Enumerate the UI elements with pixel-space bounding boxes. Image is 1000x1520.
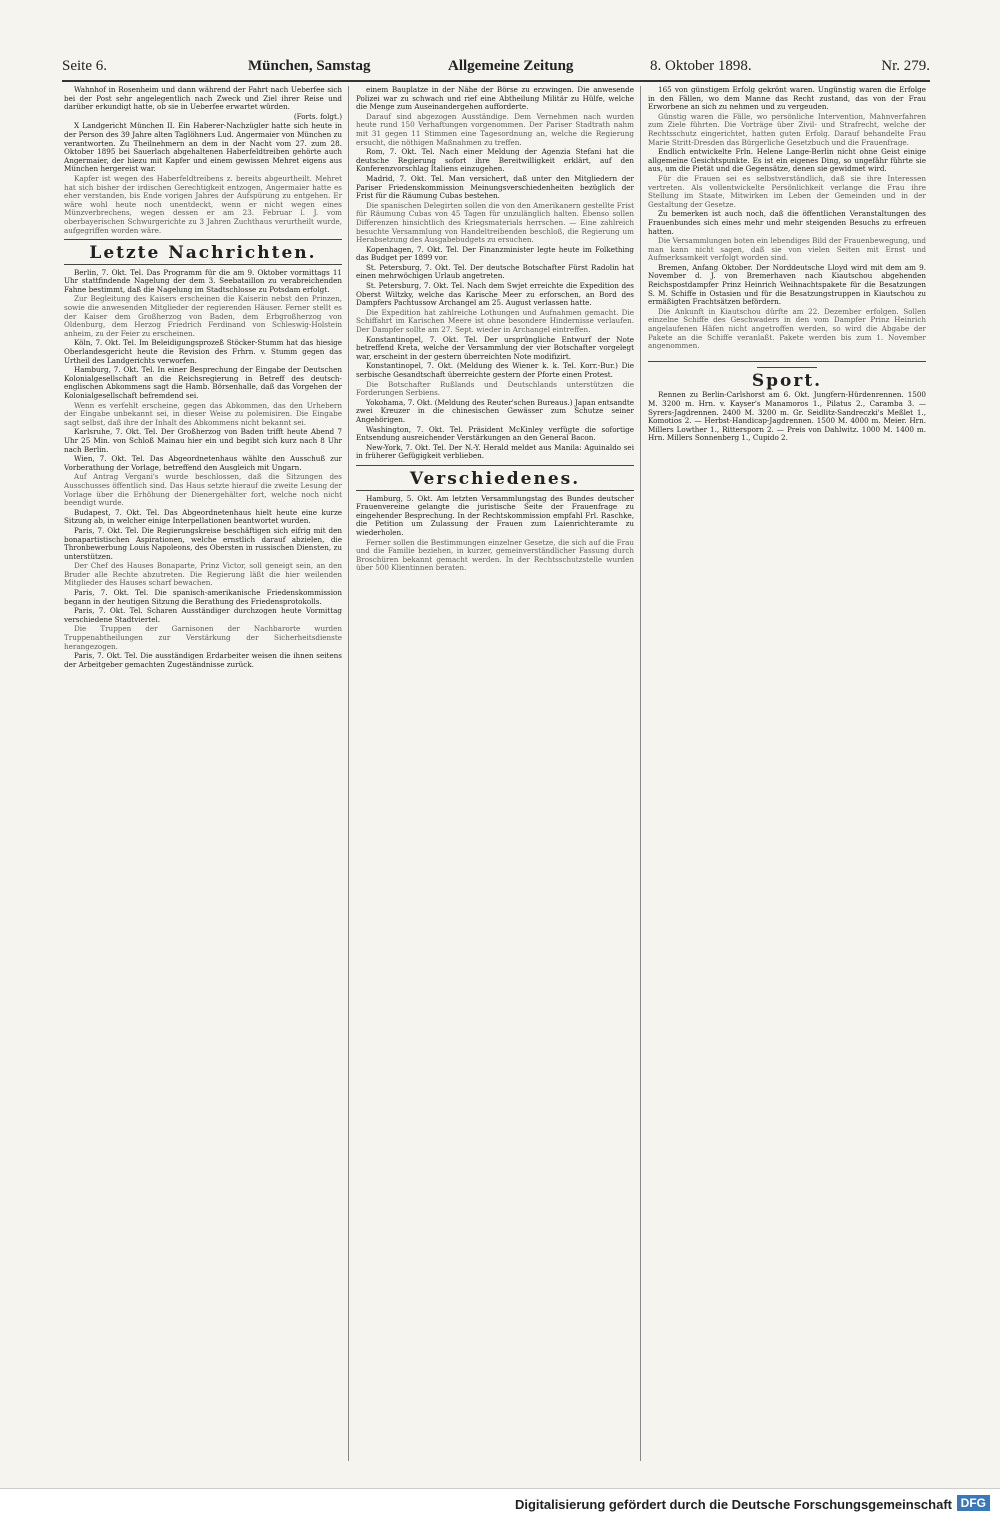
news-rom: Rom, 7. Okt. Tel. Nach einer Meldung der Agenzia Stefani hat die deutsche Regierung sofort ihre Bereitwilligkeit erklärt, auf den Konferenzvorschlag Italiens einzugehen.: [356, 147, 634, 174]
news-hamburg: Hamburg, 7. Okt. Tel. In einer Besprechung der Eingabe der Deutschen Kolonialgesellschaft an die Reichsregierung in Betreff des deutsch-englischen Abkommens sagt die Hamb. Börsenhalle, daß das Vorgehen der Kolonialgesellschaft befremdend sei.: [64, 365, 342, 400]
article-bremen-rest: Die Ankunft in Kiautschou dürfte am 22. Dezember erfolgen. Sollen einzelne Schiffe des Geschwaders in den vom Dampfer Prinz Heinrich angelaufenen Häfen nicht angetroffen werden, so wird die Abgabe der Pakete an die Schiffe veranlaßt. Pakete werden bis zum 1. November angenommen.: [648, 306, 926, 351]
funding-note: Digitalisierung gefördert durch die Deutsche Forschungsgemeinschaft: [514, 1497, 952, 1512]
section-ornament: [757, 367, 817, 368]
news-paris-1-rest: Der Chef des Hauses Bonaparte, Prinz Victor, soll geneigt sein, an den Bruder alle Rechte abzutreten. Die Regierung läßt die hier weilenden Mitglieder des Hauses scharf bewachen.: [64, 561, 342, 588]
dfg-logo: DFG: [957, 1495, 990, 1511]
article-frauen-dank-rest: Die Versammlungen boten ein lebendiges Bild der Frauenbewegung, und man kann nicht sagen, daß sie von vielen Seiten mit Ernst und Aufmerksamkeit verfolgt worden sind.: [648, 236, 926, 263]
article-landgericht: X Landgericht München II. Ein Haberer-Nachzügler hatte sich heute in der Person des 39 Jahre alten Taglöhners Lud. Angermaier von München zu verantworten. Zu Theilnehmern an dem in der Nacht vom 27. zum 28. Oktober 1895 bei Sauerlach abgehaltenen Haberfeldtreiben gehörte auch Angermaier, der hiezu mit Kapfer und einem gewissen Mehret eigens aus München hergereist war.: [64, 121, 342, 174]
news-budapest: Budapest, 7. Okt. Tel. Das Abgeordnetenhaus hielt heute eine kurze Sitzung ab, in welcher einige Interpellationen beantwortet wurden.: [64, 507, 342, 526]
news-berlin: Berlin, 7. Okt. Tel. Das Programm für die am 9. Oktober vormittags 11 Uhr stattfindende Nagelung der dem 3. Seebataillon zu verabreichenden Fahne bestimmt, daß die Nagelung im Stadtschlosse zu Potsdam erfolgt.: [64, 267, 342, 294]
continuation-note: (Forts. folgt.): [293, 111, 342, 121]
section-heading-latest-news: Letzte Nachrichten.: [89, 243, 317, 264]
issue-date: 8. Oktober 1898.: [650, 58, 752, 74]
column-divider: [640, 86, 641, 1461]
article-continuation: Wahnhof in Rosenheim und dann während der Fahrt nach Ueberfee sich bei der Post sehr angelegentlich nach Zweck und Ziel ihrer Reise und darüber erkundigt hatte, ob sie in Ueberfee erwartet würden.: [64, 85, 342, 112]
news-petersburg-2: St. Petersburg, 7. Okt. Tel. Nach dem Swjet erreichte die Expedition des Oberst Wiltzky, welche das Karische Meer zu erforschen, an Bord des Dampfers Pachtussow Archangel am 25. August verlassen hatte.: [356, 281, 634, 308]
page-number: Seite 6.: [62, 58, 107, 74]
section-rule: [64, 264, 342, 265]
article-hamburg-frauen: Hamburg, 5. Okt. Am letzten Versammlungstag des Bundes deutscher Frauenvereine gelangte die juristische Seite der Frauenfrage zu eingehender Besprechung. In der Rechtskommission empfahl Frl. Raschke, die Petition um Zulassung der Frauen zum Laienrichteramte zu wiederholen.: [356, 493, 634, 537]
section-rule: [356, 465, 634, 466]
article-frauen-dank: Zu bemerken ist auch noch, daß die öffentlichen Veranstaltungen des Frauenbundes sich eines mehr und mehr steigenden Besuchs zu erfreuen hatten.: [648, 209, 926, 236]
news-hamburg-rest: Wenn es verfehlt erscheine, gegen das Abkommen, das den Urhebern der Eingabe unbekannt sei, in dieser Weise zu polemisiren. Die Eingabe sagt selbst, daß ihre der Inhalt des Abkommens nicht bekannt sei.: [64, 400, 342, 427]
article-frauen-intro: 165 von günstigem Erfolg gekrönt waren. Ungünstig waren die Erfolge in den Fällen, wo dem Manne das Recht zustand, das von der Frau Erworbene an sich zu nehmen und zu vergeuden.: [648, 85, 926, 112]
news-wien-rest: Auf Antrag Vergani's wurde beschlossen, daß die Sitzungen des Ausschusses öffentlich sind. Das Haus setzte hierauf die zweite Lesung der Vorlage über die Erhöhung der Dienergehälter fort, welche noch nicht beendigt wurde.: [64, 472, 342, 508]
article-intro: einem Bauplatze in der Nähe der Börse zu erzwingen. Die anwesende Polizei war zu schwach und rief eine Abtheilung Militär zu Hülfe, welche die Menge zum Auseinandergehen aufforderte.: [356, 85, 634, 112]
article-bremen: Bremen, Anfang Oktober. Der Norddeutsche Lloyd wird mit dem am 9. November d. J. von Bremerhaven nach Kiautschou abgehenden Reichspostdampfer Prinz Heinrich Weihnachtspakete für die Besatzungen S. M. Schiffe in Ostasien und für die Besatzungstruppen in Kiautschou zu ermäßigten Frachtsätzen befördern.: [648, 262, 926, 307]
article-frauen: Endlich entwickelte Frln. Helene Lange-Berlin nicht ohne Geist einige allgemeine Gesichtspunkte. Es ist ein eigenes Ding, so ungefähr führte sie aus, um die Pietät und die Gegensätze, denen sie gewidmet wird.: [648, 147, 926, 174]
news-konstantinopel-1: Konstantinopel, 7. Okt. Tel. Der ursprüngliche Entwurf der Note betreffend Kreta, welche der Versammlung der vier Botschafter vorgelegt war, erscheint in der gestern überreichten Note modifizirt.: [356, 334, 634, 361]
news-washington: Washington, 7. Okt. Tel. Präsident McKinley verfügte die sofortige Entsendung ausreichender Verstärkungen an den General Bacon.: [356, 424, 634, 443]
news-kopenhagen: Kopenhagen, 7. Okt. Tel. Der Finanzminister legte heute im Folkething das Budget per 1899 vor.: [356, 244, 634, 263]
section-heading-sport: Sport.: [751, 370, 823, 391]
section-heading-miscellaneous: Verschiedenes.: [409, 468, 581, 489]
news-paris-4: Paris, 7. Okt. Tel. Die ausständigen Erdarbeiter weisen die ihnen seitens der Arbeitgeber gemachten Zugeständnisse zurück.: [64, 651, 342, 669]
digitization-footer: [0, 1488, 1000, 1520]
news-madrid: Madrid, 7. Okt. Tel. Man versichert, daß unter den Mitgliedern der Pariser Friedenskommission Meinungsverschiedenheiten bezüglich der Frist für die Räumung Cubas bestehen.: [356, 173, 634, 201]
article-frauen-intro-rest: Günstig waren die Fälle, wo persönliche Intervention, Mahnverfahren zum Ziele führten. Die Vorträge über Zivil- und Strafrecht, welche der Rechtsschutz eingerichtet, hatten guten Erfolg. Darauf behandelte Frau Marie Stritt-Dresden das Bürgerliche Gesetzbuch und die Frauenfrage.: [648, 111, 926, 147]
news-wien: Wien, 7. Okt. Tel. Das Abgeordnetenhaus wählte den Ausschuß zur Vorberathung der Vorlage, betreffend den Ausgleich mit Ungarn.: [64, 454, 342, 472]
newspaper-title: Allgemeine Zeitung: [448, 58, 574, 74]
news-berlin-rest: Zur Begleitung des Kaisers erscheinen die Kaiserin nebst den Prinzen, sowie die anwesenden Mitglieder der regierenden Häuser. Ferner stellt es der Kaiser dem Großherzog von Baden, dem Erbgroßherzog von Oldenburg, dem Herzog Friedrich Ferdinand von Schleswig-Holstein anheim, zu der Feier zu erscheinen.: [64, 294, 342, 338]
section-rule: [64, 239, 342, 240]
section-rule: [648, 361, 926, 362]
news-madrid-rest: Die spanischen Delegirten sollen die von den Amerikanern gestellte Frist für Räumung Cubas von 45 Tagen für unzulänglich halten. Ebenso sollen Differenzen hinsichtlich des Kriegsmaterials herrschen. — Eine zahlreich besuchte Versammlung von Handeltreibenden beschloß, die Regierung um Herabsetzung des Ausgabebudgets zu ersuchen.: [356, 200, 634, 245]
place-date-line: München, Samstag: [248, 58, 371, 74]
news-konstantinopel-2: Konstantinopel, 7. Okt. (Meldung des Wiener k. k. Tel. Korr.-Bur.) Die serbische Gesandtschaft überreichte gestern der Pforte einen Protest.: [356, 361, 634, 379]
article-sport: Rennen zu Berlin-Carlshorst am 6. Okt. Jungfern-Hürdenrennen. 1500 M. 3200 m. Hrn. v. Kayser's Manamoros 1., Pilatus 2., Caramba 3. — Syrers-Jagdrennen. 2400 M. 3200 m. Gr. Seidlitz-Sandreczki's Meßlet 1., Komotios 2. — Herbst-Handicap-Jagdrennen. 1500 M. 4000 m. Meier. Hrn. Millers Lowther 1., Rittersporn 2. — Preis von Dahlwitz. 1000 M. 1400 m. Hrn. Millers Sonnenberg 1., Cupido 2.: [648, 390, 926, 443]
page-header: [62, 58, 930, 80]
header-rule: [62, 80, 930, 82]
news-newyork: New-York, 7. Okt. Tel. Der N.-Y. Herald meldet aus Manila: Aguinaldo sei in früherer Gefügigkeit verblieben.: [356, 442, 634, 461]
news-petersburg-1: St. Petersburg, 7. Okt. Tel. Der deutsche Botschafter Fürst Radolin hat einen mehrwöchigen Urlaub angetreten.: [356, 262, 634, 281]
news-paris-3: Paris, 7. Okt. Tel. Scharen Ausständiger durchzogen heute Vormittag verschiedene Stadtviertel.: [64, 606, 342, 624]
section-rule: [356, 490, 634, 491]
issue-number: Nr. 279.: [881, 58, 930, 74]
article-frauen-rest: Für die Frauen sei es selbstverständlich, daß sie ihre Interessen vertreten. Als vollentwickelte Persönlichkeit verlange die Frau ihre Stellung im Staate, Mitwirken im Leben der Gemeinden und in der Gestaltung der Gesetze.: [648, 173, 926, 209]
article-intro-rest: Darauf sind abgezogen Ausständige. Dem Vernehmen nach wurden heute rund 150 Verhaftungen vorgenommen. Der Pariser Stadtrath nahm mit 31 gegen 11 Stimmen eine Tagesordnung an, welche die Regierung ersucht, die nöthigen Maßnahmen zu treffen.: [356, 111, 634, 147]
news-koeln: Köln, 7. Okt. Tel. Im Beleidigungsprozeß Stöcker-Stumm hat das hiesige Oberlandesgericht heute die Revision des Frhrn. v. Stumm gegen das Urtheil des Landgerichts verworfen.: [64, 338, 342, 365]
column-3: [648, 86, 926, 444]
column-divider: [348, 86, 349, 1461]
column-2: [356, 86, 634, 574]
article-hamburg-frauen-rest: Ferner sollen die Bestimmungen einzelner Gesetze, die sich auf die Frau und die Familie beziehen, in kurzer, gemeinverständlicher Fassung durch Broschüren bekannt gemacht werden. In der Rechtsschutzstelle wurden über 500 Klientinnen beraten.: [356, 537, 634, 573]
news-paris-1: Paris, 7. Okt. Tel. Die Regierungskreise beschäftigen sich eifrig mit den bonapartistischen Aspirationen, welche ernstlich darauf abzielen, die Thronbewerbung Louis Napoleons, des Obersten in russischen Diensten, zu unterstützen.: [64, 525, 342, 561]
news-paris-2: Paris, 7. Okt. Tel. Die spanisch-amerikanische Friedenskommission begann in der heutigen Sitzung die Berathung des Friedensprotokolls.: [64, 588, 342, 606]
news-konstantinopel-2-rest: Die Botschafter Rußlands und Deutschlands unterstützen die Forderungen Serbiens.: [356, 379, 634, 398]
column-1: [64, 86, 342, 670]
news-yokohama: Yokohama, 7. Okt. (Meldung des Reuter'schen Bureaus.) Japan entsandte zwei Kreuzer in die chinesischen Gewässer zum Schutze seiner Angehörigen.: [356, 397, 634, 424]
article-landgericht-rest: Kapfer ist wegen des Haberfeldtreibens z. bereits abgeurtheilt. Mehret hat sich bisher der irdischen Gerechtigkeit entzogen, Angermaier hatte es eher verstanden, bis Ende vorigen Jahres der Aufspürung zu entgehen. Er wäre wohl heute noch unentdeckt, wenn er nicht wegen eines Münzverbrechens, wegen dessen er am 23. Februar l. J. vom oberbayerischen Schwurgerichte zu 3 Jahren Zuchthaus verurtheilt wurde, aufgegriffen worden wäre.: [64, 173, 342, 235]
news-petersburg-2-rest: Die Expedition hat zahlreiche Lothungen und Aufnahmen gemacht. Die Schiffahrt im Karischen Meere ist ohne besondere Hindernisse verlaufen. Der Dampfer sollte am 27. Sept. wieder in Archangel eintreffen.: [356, 307, 634, 335]
news-paris-3-rest: Die Truppen der Garnisonen der Nachbarorte wurden Truppenabtheilungen zur Verstärkung der Sicherheitsdienste herangezogen.: [64, 624, 342, 651]
news-karlsruhe: Karlsruhe, 7. Okt. Tel. Der Großherzog von Baden trifft heute Abend 7 Uhr 25 Min. von Schloß Mainau hier ein und begibt sich kurz nach 8 Uhr nach Berlin.: [64, 427, 342, 454]
